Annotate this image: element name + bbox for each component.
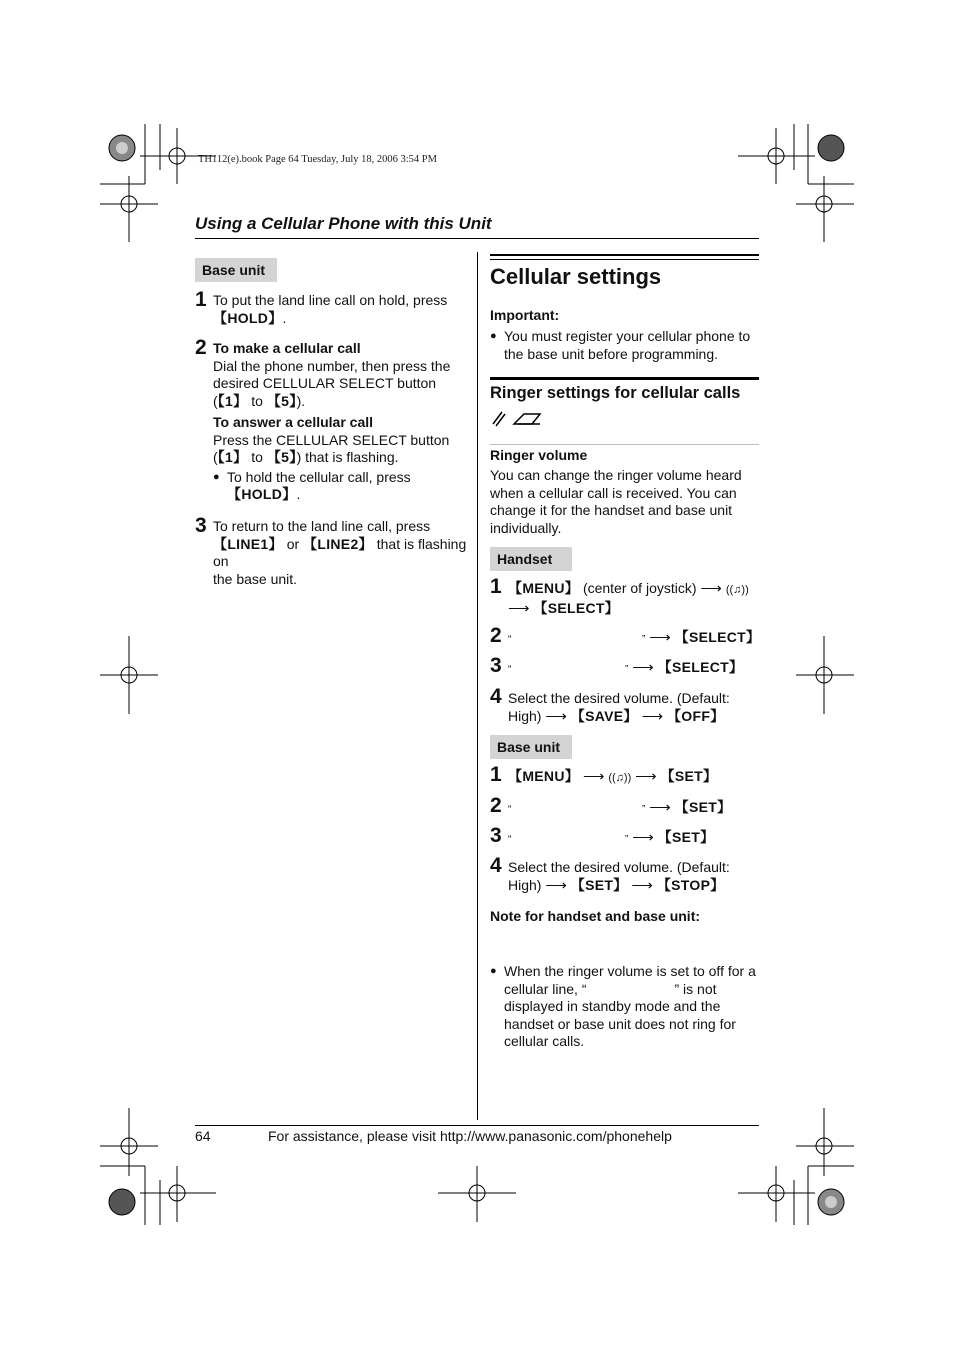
page-number: 64 — [195, 1128, 211, 1144]
base-unit-icon — [514, 414, 540, 424]
step-text: “ — [508, 634, 512, 645]
step-text: To return to the land line call, press 【LINE1】 or 【LINE2】 that is flashing on the base unit. — [213, 518, 467, 587]
arrow-icon: ⟶ — [545, 876, 567, 894]
footer-rule — [195, 1125, 759, 1126]
arrow-icon: ⟶ — [649, 629, 671, 646]
step-text: ” ⟶ 【SELECT】 — [625, 659, 744, 676]
step-number: 4 — [490, 854, 502, 877]
ringer-icon: ((♫)) — [725, 584, 749, 596]
header-rule — [195, 238, 759, 239]
footer-assistance-text: For assistance, please visit http://www.panasonic.com/phonehelp — [268, 1128, 672, 1144]
step-text: To put the land line call on hold, press 【HOLD】. — [213, 292, 448, 326]
arrow-icon: ⟶ — [700, 580, 722, 597]
step-number: 2 — [195, 336, 207, 359]
arrow-icon: ⟶ — [545, 707, 567, 725]
arrow-icon: ⟶ — [582, 768, 605, 785]
base-unit-tag: Base unit — [490, 735, 572, 759]
step-number: 3 — [195, 514, 207, 537]
arrow-icon: ⟶ — [632, 829, 654, 846]
column-divider — [477, 252, 478, 1120]
arrow-icon: ⟶ — [508, 599, 530, 617]
title-rule-top — [490, 254, 759, 256]
answer-call-heading: To answer a cellular call — [213, 414, 374, 430]
list-item: ● You must register your cellular phone to the base unit before programming. — [490, 328, 751, 362]
arrow-icon: ⟶ — [641, 707, 664, 725]
handset-icon — [493, 412, 505, 426]
page-header-title: Using a Cellular Phone with this Unit — [195, 214, 492, 233]
step-number: 1 — [490, 763, 502, 786]
important-label: Important: — [490, 307, 560, 323]
note-label: Note for handset and base unit: — [490, 908, 701, 924]
step-number: 3 — [490, 654, 502, 677]
step-number: 1 — [490, 575, 502, 598]
subsection-rule — [490, 377, 759, 380]
ringer-volume-desc: You can change the ringer volume heard when a cellular call is received. You can change it for the handset and base unit individually. — [490, 467, 742, 536]
handset-base-icons — [490, 408, 546, 428]
list-item: ● When the ringer volume is set to off for a cellular line, “ ” is not displayed in standby mode and the handset or base unit does not ring for cellular calls. — [490, 963, 756, 1049]
step-number: 3 — [490, 824, 502, 847]
step-text: “ — [508, 804, 512, 815]
step-text: Select the desired volume. (Default: High) ⟶ 【SET】 ⟶ 【STOP】 — [508, 859, 730, 894]
print-job-note: TH112(e).book Page 64 Tuesday, July 18, 2006 3:54 PM — [198, 154, 437, 165]
title-rule-bottom — [490, 259, 759, 260]
bullet-icon: ● — [213, 470, 220, 483]
ringer-volume-heading: Ringer volume — [490, 447, 588, 463]
step-text: 【MENU】 (center of joystick) ⟶ ((♫)) ⟶ 【SELECT】 — [508, 580, 749, 617]
step-text: “ — [508, 664, 512, 675]
step-text: ” ⟶ 【SELECT】 — [642, 629, 761, 646]
step-text: Select the desired volume. (Default: High) ⟶ 【SAVE】 ⟶ 【OFF】 — [508, 690, 730, 725]
base-unit-tag: Base unit — [195, 258, 277, 282]
arrow-icon: ⟶ — [635, 768, 657, 785]
hold-key: 【HOLD】 — [213, 309, 283, 326]
step-number: 2 — [490, 794, 502, 817]
bullet-icon: ● — [490, 965, 497, 977]
step-number: 1 — [195, 288, 207, 311]
step-number: 2 — [490, 624, 502, 647]
step-text: ” ⟶ 【SET】 — [642, 799, 732, 816]
step-number: 4 — [490, 685, 502, 708]
handset-tag: Handset — [490, 547, 572, 571]
arrow-icon: ⟶ — [632, 659, 654, 676]
ringer-icon: ((♫)) — [608, 772, 632, 784]
subsection-title: Ringer settings for cellular calls — [490, 384, 741, 402]
step-text: “ — [508, 834, 512, 845]
arrow-icon: ⟶ — [649, 799, 671, 816]
bullet-icon: ● — [490, 330, 497, 342]
section-title: Cellular settings — [490, 264, 662, 289]
arrow-icon: ⟶ — [631, 876, 653, 894]
step-text: ” ⟶ 【SET】 — [625, 829, 715, 846]
list-item: ● To hold the cellular call, press 【HOLD】. — [213, 468, 411, 502]
make-call-heading: To make a cellular call — [213, 340, 361, 356]
divider — [490, 444, 759, 445]
step-text: 【MENU】 ⟶ ((♫)) ⟶ 【SET】 — [508, 768, 718, 785]
step-text: To make a cellular call Dial the phone number, then press the desired CELLULAR SELECT button (【1】 to 【5】). To answer a cellular call Press the CELLULAR SELECT button (【1】 to 【5】) that is flashing. ● To hold the cellular call, press 【HOLD】. — [213, 340, 468, 504]
